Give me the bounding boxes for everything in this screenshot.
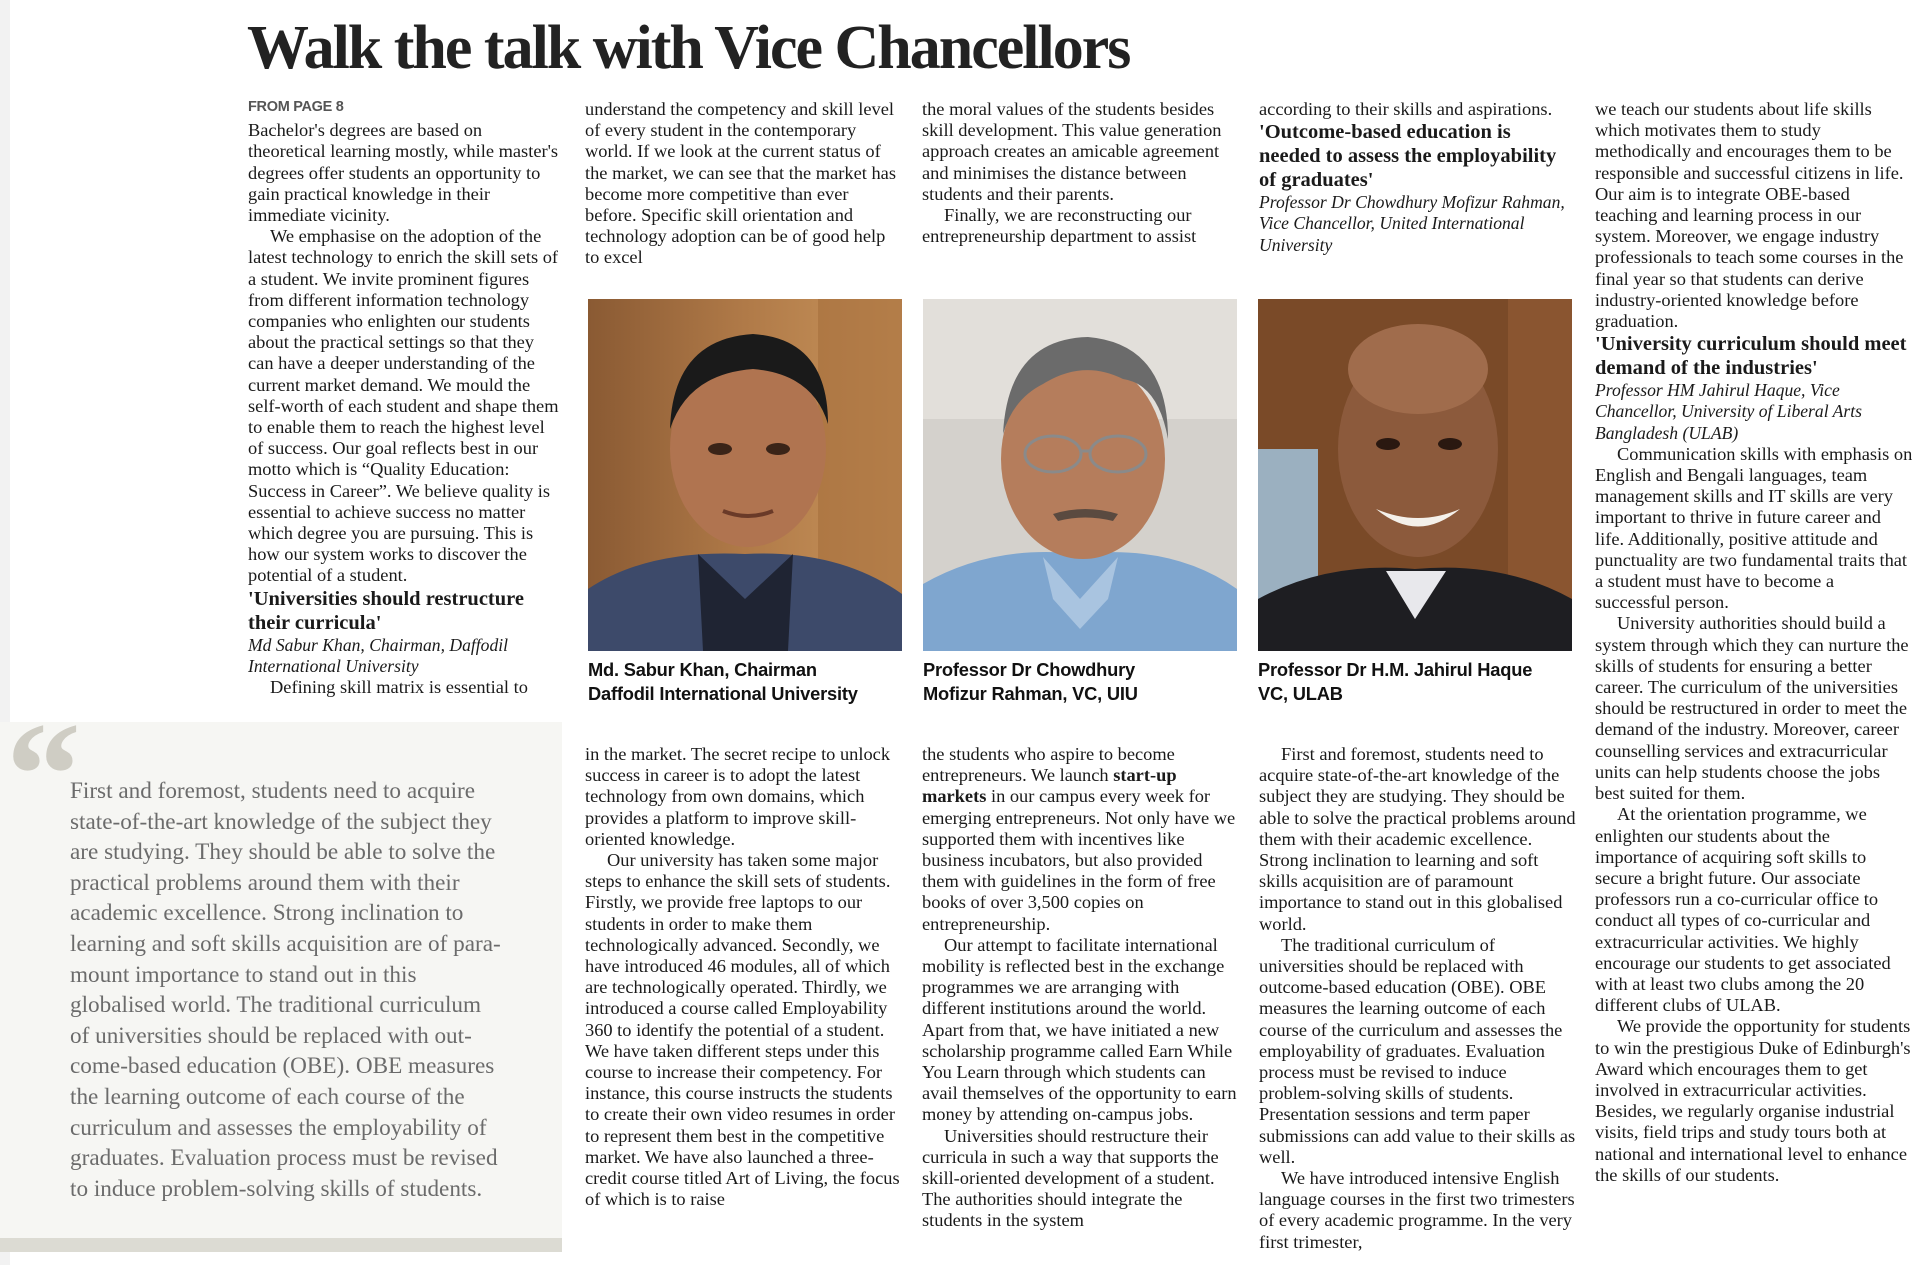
- pullquote-line: practical problems around them with their: [70, 869, 460, 896]
- pullquote-line: learning and soft skills acquisition are of para-: [70, 930, 501, 957]
- col3-bottom-paragraph-3: Universities should restructure their curricula in such a way that supports the skill-oriented development of a student. The authorities should integrate the students in the system: [922, 1125, 1219, 1231]
- col5-paragraph-3: University authorities should build a system through which they can nurture the skills of students for ensuring a better career. The curriculum of the universities should be restructured in order to meet the demand of the industry. Moreover, career counselling services and extracurricular units can help students choose the jobs best suited for them.: [1595, 613, 1909, 804]
- caption-2-line-1: Professor Dr Chowdhury: [923, 659, 1135, 680]
- quote-mark-icon: “: [6, 692, 81, 858]
- pullquote-line: come-based education (OBE). OBE measures: [70, 1053, 495, 1080]
- pullquote-line: are studying. They should be able to solve the: [70, 839, 496, 866]
- col1-attribution: Md Sabur Khan, Chairman, Daffodil International University: [248, 634, 509, 676]
- photo-jahirul-haque: [1258, 299, 1572, 651]
- caption-3-line-2: VC, ULAB: [1258, 683, 1343, 704]
- col1-paragraph-2: We emphasise on the adoption of the latest technology to enrich the skill sets of a student. We invite prominent figures from different information technology companies who enlighten our students about the practical settings so that they can have a deeper understanding of the current market demand. We mould the self-worth of each student and shape them to enable them to reach the highest level of success. Our goal reflects best in our motto which is “Quality Education: Success in Career”. We believe quality is essential to achieve success no matter which degree you are pursuing. This is how our system works to discover the potential of a student.: [248, 226, 559, 586]
- column-4-bottom: [1259, 744, 1577, 1253]
- column-3-bottom: [922, 744, 1240, 1232]
- col4-top-paragraph: according to their skills and aspirations.: [1259, 99, 1553, 119]
- caption-1-line-1: Md. Sabur Khan, Chairman: [588, 659, 817, 680]
- caption-sabur-khan: [588, 658, 858, 706]
- col4-attribution: Professor Dr Chowdhury Mofizur Rahman, Vice Chancellor, United International University: [1259, 192, 1565, 255]
- col2-bottom-paragraph-2: Our university has taken some major steps to enhance the skill sets of students. Firstly, we provide free laptops to our students in order to make them technologically advanced. Secondly, we have introduced 46 modules, all of which are technologically operated. Thirdly, we introduced a course called Employability 360 to identify the potential of a student. We have taken different steps under this course to increase their competency. For instance, this course instructs the students to create their own video resumes in order to represent them best in the competitive market. We have also launched a three-credit course titled Art of Living, the focus of which is to raise: [585, 850, 900, 1210]
- caption-2-line-2: Mofizur Rahman, VC, UIU: [923, 683, 1138, 704]
- col4-bottom-paragraph-2: The traditional curriculum of universities should be replaced with outcome-based education (OBE). OBE measures the learning outcome of each course of the curriculum and assesses the employability of graduates. Evaluation process must be revised to induce problem-solving skills of students. Presentation sessions and term paper submissions can add value to their skills as well.: [1259, 934, 1576, 1167]
- column-1: [248, 97, 564, 698]
- pullquote-line: graduates. Evaluation process must be revised: [70, 1145, 498, 1172]
- pullquote-line: curriculum and assesses the employability of: [70, 1114, 487, 1141]
- col5-attribution: Professor HM Jahirul Haque, Vice Chancellor, University of Liberal Arts Bangladesh (ULAB): [1595, 380, 1862, 443]
- col1-paragraph-1: Bachelor's degrees are based on theoretical learning mostly, while master's degrees offer students an opportunity to gain practical knowledge in their immediate vicinity.: [248, 120, 559, 226]
- col3-bottom-paragraph-2: Our attempt to facilitate international mobility is reflected best in the exchange programmes we are arranging with different institutions around the world. Apart from that, we have initiated a new scholarship programme called Earn While You Learn through which students can avail themselves of the opportunity to earn money by attending on-campus jobs.: [922, 934, 1237, 1125]
- col2-top-paragraph: understand the competency and skill level of every student in the contemporary world. If we look at the current status of the market, we can see that the market has become more competitive than ever before. Specific skill orientation and technology adoption can be of good help to excel: [585, 99, 896, 268]
- pullquote-line: academic excellence. Strong inclination to: [70, 900, 464, 927]
- column-2-top: [585, 99, 903, 269]
- col4-bottom-paragraph-1: First and foremost, students need to acquire state-of-the-art knowledge of the subject they are studying. They should be able to solve the practical problems around them with their academic excellence. Strong inclination to learning and soft skills acquisition are of paramount importance to stand out in this globalised world.: [1259, 744, 1576, 934]
- col1-paragraph-3: Defining skill matrix is essential to: [270, 677, 528, 698]
- pullquote-line: the learning outcome of each course of the: [70, 1083, 465, 1110]
- caption-1-line-2: Daffodil International University: [588, 683, 858, 704]
- col5-paragraph-4: At the orientation programme, we enlighten our students about the importance of acquiring soft skills to secure a bright future. Our associate professors run a co-curricular office to conduct all types of co-curricular and extracurricular activities. We highly encourage our students to get associated with at least two clubs among the 20 different clubs of ULAB.: [1595, 804, 1891, 1016]
- pullquote-line: First and foremost, students need to acquire: [70, 778, 476, 804]
- pullquote-line: to induce problem-solving skills of students.: [70, 1175, 483, 1202]
- col5-subhead: 'University curriculum should meet demand of the industries': [1595, 333, 1907, 380]
- col3-bottom-paragraph-1: [922, 744, 1240, 935]
- column-4-top: [1259, 99, 1577, 256]
- pullquote-line: globalised world. The traditional curriculum: [70, 992, 482, 1019]
- caption-jahirul-haque: [1258, 658, 1532, 706]
- col3-bottom-p1-start: the students who aspire to become entrepreneurs. We launch: [922, 744, 1175, 786]
- col3-top-paragraph-1: the moral values of the students besides skill development. This value generation approach creates an amicable agreement and minimises the distance between students and their parents.: [922, 99, 1222, 204]
- col2-bottom-paragraph-1: in the market. The secret recipe to unlock success in career is to adopt the latest technology from own domains, which provides a platform to improve skill-oriented knowledge.: [585, 744, 891, 849]
- column-2-bottom: [585, 744, 903, 1210]
- column-5: [1595, 99, 1913, 1186]
- col3-bottom-p1-end: in our campus every week for emerging entrepreneurs. Not only have we supported them with incentives like business incubators, but also provided them with guidelines in the form of free books of over 3,500 copies on entrepreneurship.: [922, 786, 1236, 934]
- col1-subhead: 'Universities should restructure their curricula': [248, 587, 524, 634]
- startup-markets-bold: start-up markets: [922, 765, 1177, 807]
- photo-chowdhury-mofizur-rahman: [923, 299, 1237, 651]
- col5-paragraph-5: We provide the opportunity for students to win the prestigious Duke of Edinburgh's Award which encourages them to get involved in extracurricular activities. Besides, we regularly organise industrial visits, field trips and study tours both at national and international level to enhance the skills of our students.: [1595, 1016, 1911, 1185]
- pullquote-line: mount importance to stand out in this: [70, 961, 417, 988]
- headline: Walk the talk with Vice Chancellors: [247, 14, 1130, 82]
- column-3-top: [922, 99, 1240, 247]
- col3-top-paragraph-2: Finally, we are reconstructing our entrepreneurship department to assist: [922, 205, 1197, 247]
- col5-paragraph-1: we teach our students about life skills which motivates them to study methodically and encourages them to be responsible and successful citizens in life. Our aim is to integrate OBE-based teaching and learning process in our system. Moreover, we engage industry professionals to teach some courses in the final year so that students can derive industry-oriented knowledge before graduation.: [1595, 99, 1904, 332]
- col5-paragraph-2: Communication skills with emphasis on English and Bengali languages, team management skills and IT skills are very important to thrive in future career and life. Additionally, positive attitude and punctuality are two fundamental traits that a student must have to become a successful person.: [1595, 443, 1913, 613]
- pullquote-line: state-of-the-art knowledge of the subject they: [70, 808, 492, 835]
- pullquote-text: [70, 776, 540, 1204]
- caption-chowdhury-mofizur-rahman: [923, 658, 1138, 706]
- col4-bottom-paragraph-3: We have introduced intensive English language courses in the first two trimesters of every academic programme. In the very first trimester,: [1259, 1168, 1575, 1252]
- col4-subhead: 'Outcome-based education is needed to assess the employability of graduates': [1259, 121, 1557, 192]
- caption-3-line-1: Professor Dr H.M. Jahirul Haque: [1258, 659, 1533, 680]
- pullquote-line: of universities should be replaced with out-: [70, 1022, 472, 1049]
- kicker-from-page: FROM PAGE 8: [248, 99, 344, 115]
- pullquote-bottom-bar: [0, 1238, 562, 1252]
- photo-sabur-khan: [588, 299, 902, 651]
